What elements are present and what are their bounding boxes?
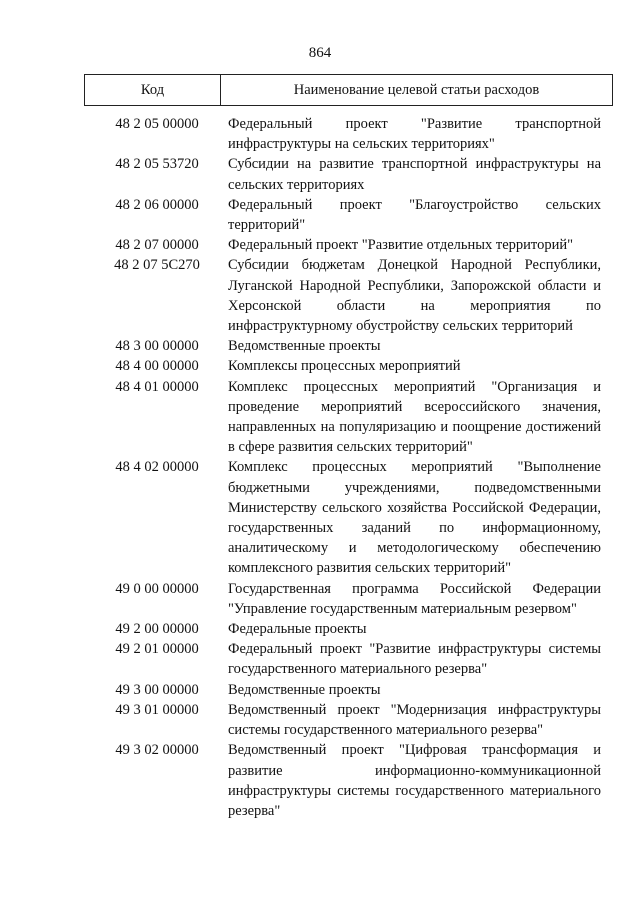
- row-code: 49 3 01 00000: [115, 701, 199, 718]
- table-body: [84, 114, 613, 821]
- row-name: Субсидии бюджетам Донецкой Народной Республики, Луганской Народной Республики, Запорожской области и Херсонской области на мероприятия по инфраструктурному обустройству сельских территорий: [228, 257, 601, 335]
- row-code: 48 2 05 00000: [115, 116, 199, 132]
- table-row: [84, 619, 613, 639]
- row-name: Государственная программа Российской Федерации "Управление государственным материальным резервом": [228, 580, 601, 617]
- row-code: 48 2 05 53720: [115, 156, 199, 173]
- row-code: 49 3 02 00000: [115, 742, 199, 759]
- row-code: 49 3 00 00000: [115, 681, 199, 698]
- row-code: 48 2 06 00000: [115, 196, 199, 213]
- table-row: [84, 639, 613, 679]
- row-code: 48 3 00 00000: [115, 338, 199, 355]
- table-row: [84, 154, 613, 194]
- table-row: [84, 235, 613, 255]
- row-name: Федеральный проект "Развитие инфраструктуры системы государственного материального резерва": [228, 641, 601, 678]
- row-name: Федеральные проекты: [228, 621, 367, 638]
- row-code: 48 4 01 00000: [115, 378, 199, 395]
- row-name: Ведомственные проекты: [228, 338, 381, 355]
- row-name: Федеральный проект "Развитие отдельных территорий": [228, 237, 574, 254]
- table-row: [84, 457, 613, 578]
- row-name: Федеральный проект "Развитие транспортной инфраструктуры на сельских территориях": [228, 116, 601, 153]
- table-header: [84, 74, 613, 106]
- column-header-code: Код: [85, 75, 221, 105]
- row-name: Комплекс процессных мероприятий "Выполнение бюджетными учреждениями, подведомственными Министерству сельского хозяйства Российской Федерации, государственных заданий по информационному, аналитическому и методологическому обеспечению комплексного развития сельских территорий": [228, 459, 601, 577]
- page-number: 864: [308, 45, 332, 61]
- row-name: Комплекс процессных мероприятий "Организация и проведение мероприятий всероссийского значения, направленных на популяризацию и поощрение достижений в сфере развития сельских территорий": [228, 378, 601, 456]
- table-row: [84, 195, 613, 235]
- row-name: Субсидии на развитие транспортной инфраструктуры на сельских территориях: [228, 156, 601, 193]
- table-row: [84, 700, 613, 740]
- row-code: 49 2 01 00000: [115, 641, 199, 658]
- table-row: [84, 680, 613, 700]
- row-name: Ведомственные проекты: [228, 681, 381, 698]
- column-header-name: Наименование целевой статьи расходов: [293, 81, 540, 98]
- row-name: Ведомственный проект "Цифровая трансформация и развитие информационно-коммуникационной инфраструктуры системы государственного материального резерва": [228, 742, 601, 819]
- row-code: 48 2 07 5C270: [114, 257, 200, 274]
- row-code: 49 2 00 00000: [115, 621, 199, 638]
- table-row: [84, 255, 613, 336]
- row-code: 48 4 00 00000: [115, 358, 199, 375]
- table-row: [84, 377, 613, 458]
- row-code: 49 0 00 00000: [115, 580, 199, 597]
- row-name: Комплексы процессных мероприятий: [228, 358, 461, 375]
- table-row: [84, 336, 613, 356]
- table-row: [84, 114, 613, 154]
- row-code: 48 2 07 00000: [115, 237, 199, 254]
- table-row: [84, 356, 613, 376]
- row-name: Федеральный проект "Благоустройство сельских территорий": [228, 196, 601, 234]
- table-row: [84, 579, 613, 619]
- row-name: Ведомственный проект "Модернизация инфраструктуры системы государственного материального резерва": [228, 701, 601, 739]
- row-code: 48 4 02 00000: [115, 459, 199, 476]
- table-row: [84, 740, 613, 821]
